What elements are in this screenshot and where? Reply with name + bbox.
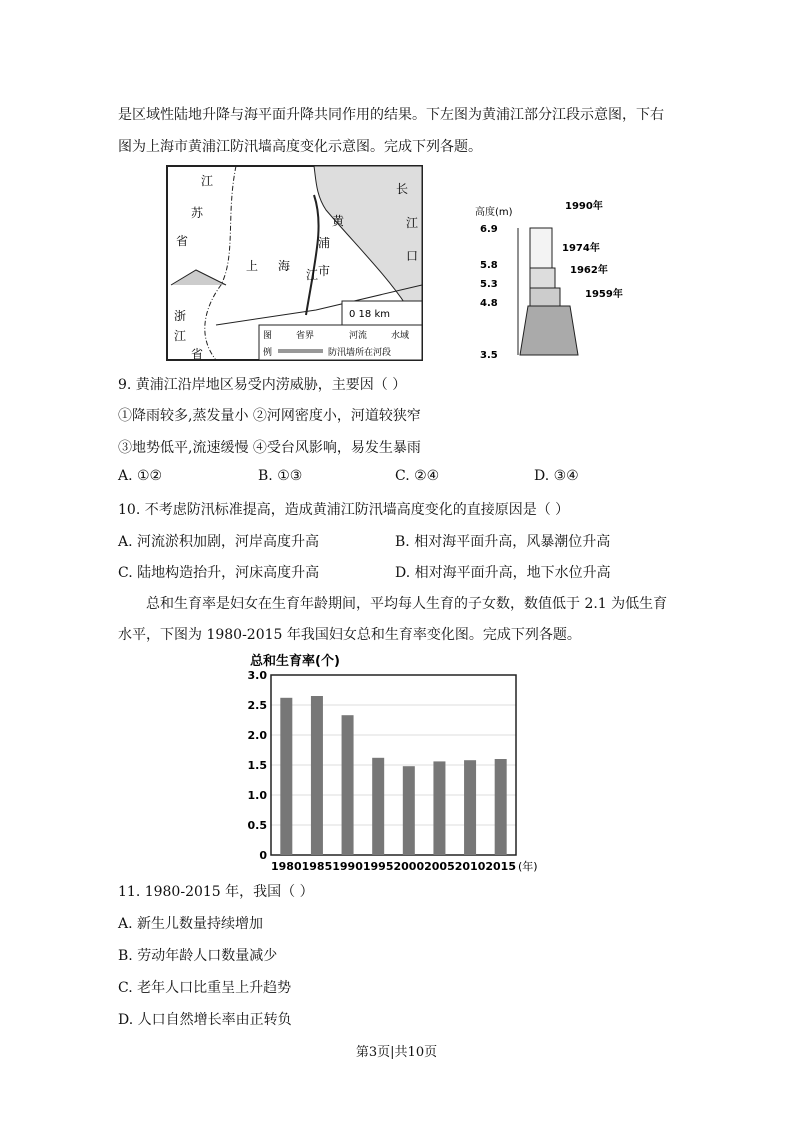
x-tick-label: 2005 — [424, 860, 455, 873]
x-tick-label: 2010 — [454, 860, 486, 873]
wall-tick: 4.8 — [480, 298, 498, 309]
bar-1985 — [311, 696, 323, 855]
q10-stem: 10. 不考虑防汛标准提高，造成黄浦江防汛墙高度变化的直接原因是（ ） — [118, 502, 570, 518]
q11-option-c[interactable]: C. 老年人口比重呈上升趋势 — [118, 980, 292, 996]
map-label: 长 — [396, 182, 409, 196]
q9-statement: ③地势低平,流速缓慢 ④受台风影响，易发生暴雨 — [118, 440, 421, 456]
legend-text: 例 — [263, 348, 273, 358]
fertility-chart — [240, 645, 560, 875]
q9-option-c[interactable]: C. ②④ — [395, 468, 440, 484]
q9-option-a[interactable]: A. ①② — [118, 468, 163, 484]
map-label: 省 — [176, 234, 189, 248]
x-axis-label: (年) — [518, 860, 538, 873]
chart-title: 总和生育率(个) — [250, 654, 340, 669]
intro-line: 是区域性陆地升降与海平面升降共同作用的结果。下左图为黄浦江部分江段示意图，下右 — [118, 107, 664, 123]
wall-year: 1974年 — [562, 243, 600, 254]
y-tick-label: 2.5 — [247, 699, 267, 712]
bar-1990 — [342, 715, 354, 855]
bar-2010 — [464, 760, 476, 855]
q9-statement: ①降雨较多,蒸发量小 ②河网密度小，河道较狭窄 — [118, 408, 421, 424]
q9-option-b[interactable]: B. ①③ — [258, 468, 303, 484]
legend-text: 河流 — [349, 331, 368, 341]
map-label: 黄 — [332, 214, 345, 228]
map-label: 市 — [318, 264, 331, 278]
wall-ylabel: 高度(m) — [475, 207, 513, 218]
wall-tick: 5.8 — [480, 260, 498, 271]
q11-option-a[interactable]: A. 新生儿数量持续增加 — [118, 916, 264, 932]
map-label: 浙 — [174, 309, 187, 323]
q9-option-d[interactable]: D. ③④ — [534, 468, 579, 484]
intro2-line: 总和生育率是妇女在生育年龄期间，平均每人生育的子女数，数值低于 2.1 为低生育 — [146, 596, 668, 612]
wall-year: 1962年 — [570, 265, 608, 276]
x-tick-label: 1990 — [332, 860, 363, 873]
q11-option-b[interactable]: B. 劳动年龄人口数量减少 — [118, 948, 278, 964]
wall-year: 1990年 — [565, 201, 603, 212]
y-tick-label: 0.5 — [247, 819, 267, 832]
q11-stem: 11. 1980-2015 年，我国（ ） — [118, 884, 314, 900]
y-tick-label: 3.0 — [247, 669, 267, 682]
legend-text: 防汛墙所在河段 — [328, 348, 392, 358]
map-label: 海 — [278, 259, 291, 273]
wall-tick: 5.3 — [480, 279, 498, 290]
map-label: 省 — [191, 347, 204, 361]
q10-option-d[interactable]: D. 相对海平面升高，地下水位升高 — [395, 565, 611, 581]
x-tick-label: 1985 — [301, 860, 333, 873]
bar-1980 — [280, 698, 292, 855]
intro-line: 图为上海市黄浦江防汛墙高度变化示意图。完成下列各题。 — [118, 139, 482, 155]
q10-option-b[interactable]: B. 相对海平面升高，风暴潮位升高 — [395, 534, 611, 550]
y-tick-label: 1.0 — [247, 789, 267, 802]
y-tick-label: 1.5 — [247, 759, 267, 772]
x-tick-label: 2000 — [393, 860, 425, 873]
bar-1995 — [372, 758, 384, 855]
map-label: 江 — [201, 174, 214, 188]
wall-tick: 6.9 — [480, 224, 498, 235]
q11-option-d[interactable]: D. 人口自然增长率由正转负 — [118, 1012, 292, 1028]
map-label: 江 — [406, 216, 419, 230]
x-tick-label: 1995 — [362, 860, 394, 873]
wall-tick: 3.5 — [480, 350, 498, 361]
huangpu-map — [166, 165, 423, 361]
bar-2015 — [495, 759, 507, 855]
map-label: 浦 — [318, 236, 331, 250]
q10-option-c[interactable]: C. 陆地构造抬升，河床高度升高 — [118, 565, 320, 581]
flood-wall-diagram — [470, 195, 630, 365]
map-label: 苏 — [191, 206, 204, 220]
map-scale: 0 18 km — [349, 309, 390, 320]
y-tick-label: 0 — [259, 849, 267, 862]
legend-text: 水域 — [391, 331, 410, 341]
q9-stem: 9. 黄浦江沿岸地区易受内涝威胁，主要因（ ） — [118, 377, 407, 393]
x-tick-label: 2015 — [485, 860, 516, 873]
page-footer: 第3页|共10页 — [355, 1045, 438, 1060]
bar-2000 — [403, 766, 415, 855]
bar-2005 — [433, 761, 445, 855]
y-tick-label: 2.0 — [247, 729, 267, 742]
map-label: 江 — [306, 268, 319, 282]
legend-text: 图 — [263, 331, 273, 341]
q10-option-a[interactable]: A. 河流淤积加剧，河岸高度升高 — [118, 534, 320, 550]
map-label: 江 — [174, 329, 187, 343]
x-tick-label: 1980 — [271, 860, 302, 873]
intro2-line: 水平，下图为 1980-2015 年我国妇女总和生育率变化图。完成下列各题。 — [118, 627, 581, 643]
wall-year: 1959年 — [585, 289, 623, 300]
map-label: 上 — [246, 259, 259, 273]
map-label: 口 — [406, 249, 419, 263]
legend-text: 省界 — [296, 331, 315, 341]
